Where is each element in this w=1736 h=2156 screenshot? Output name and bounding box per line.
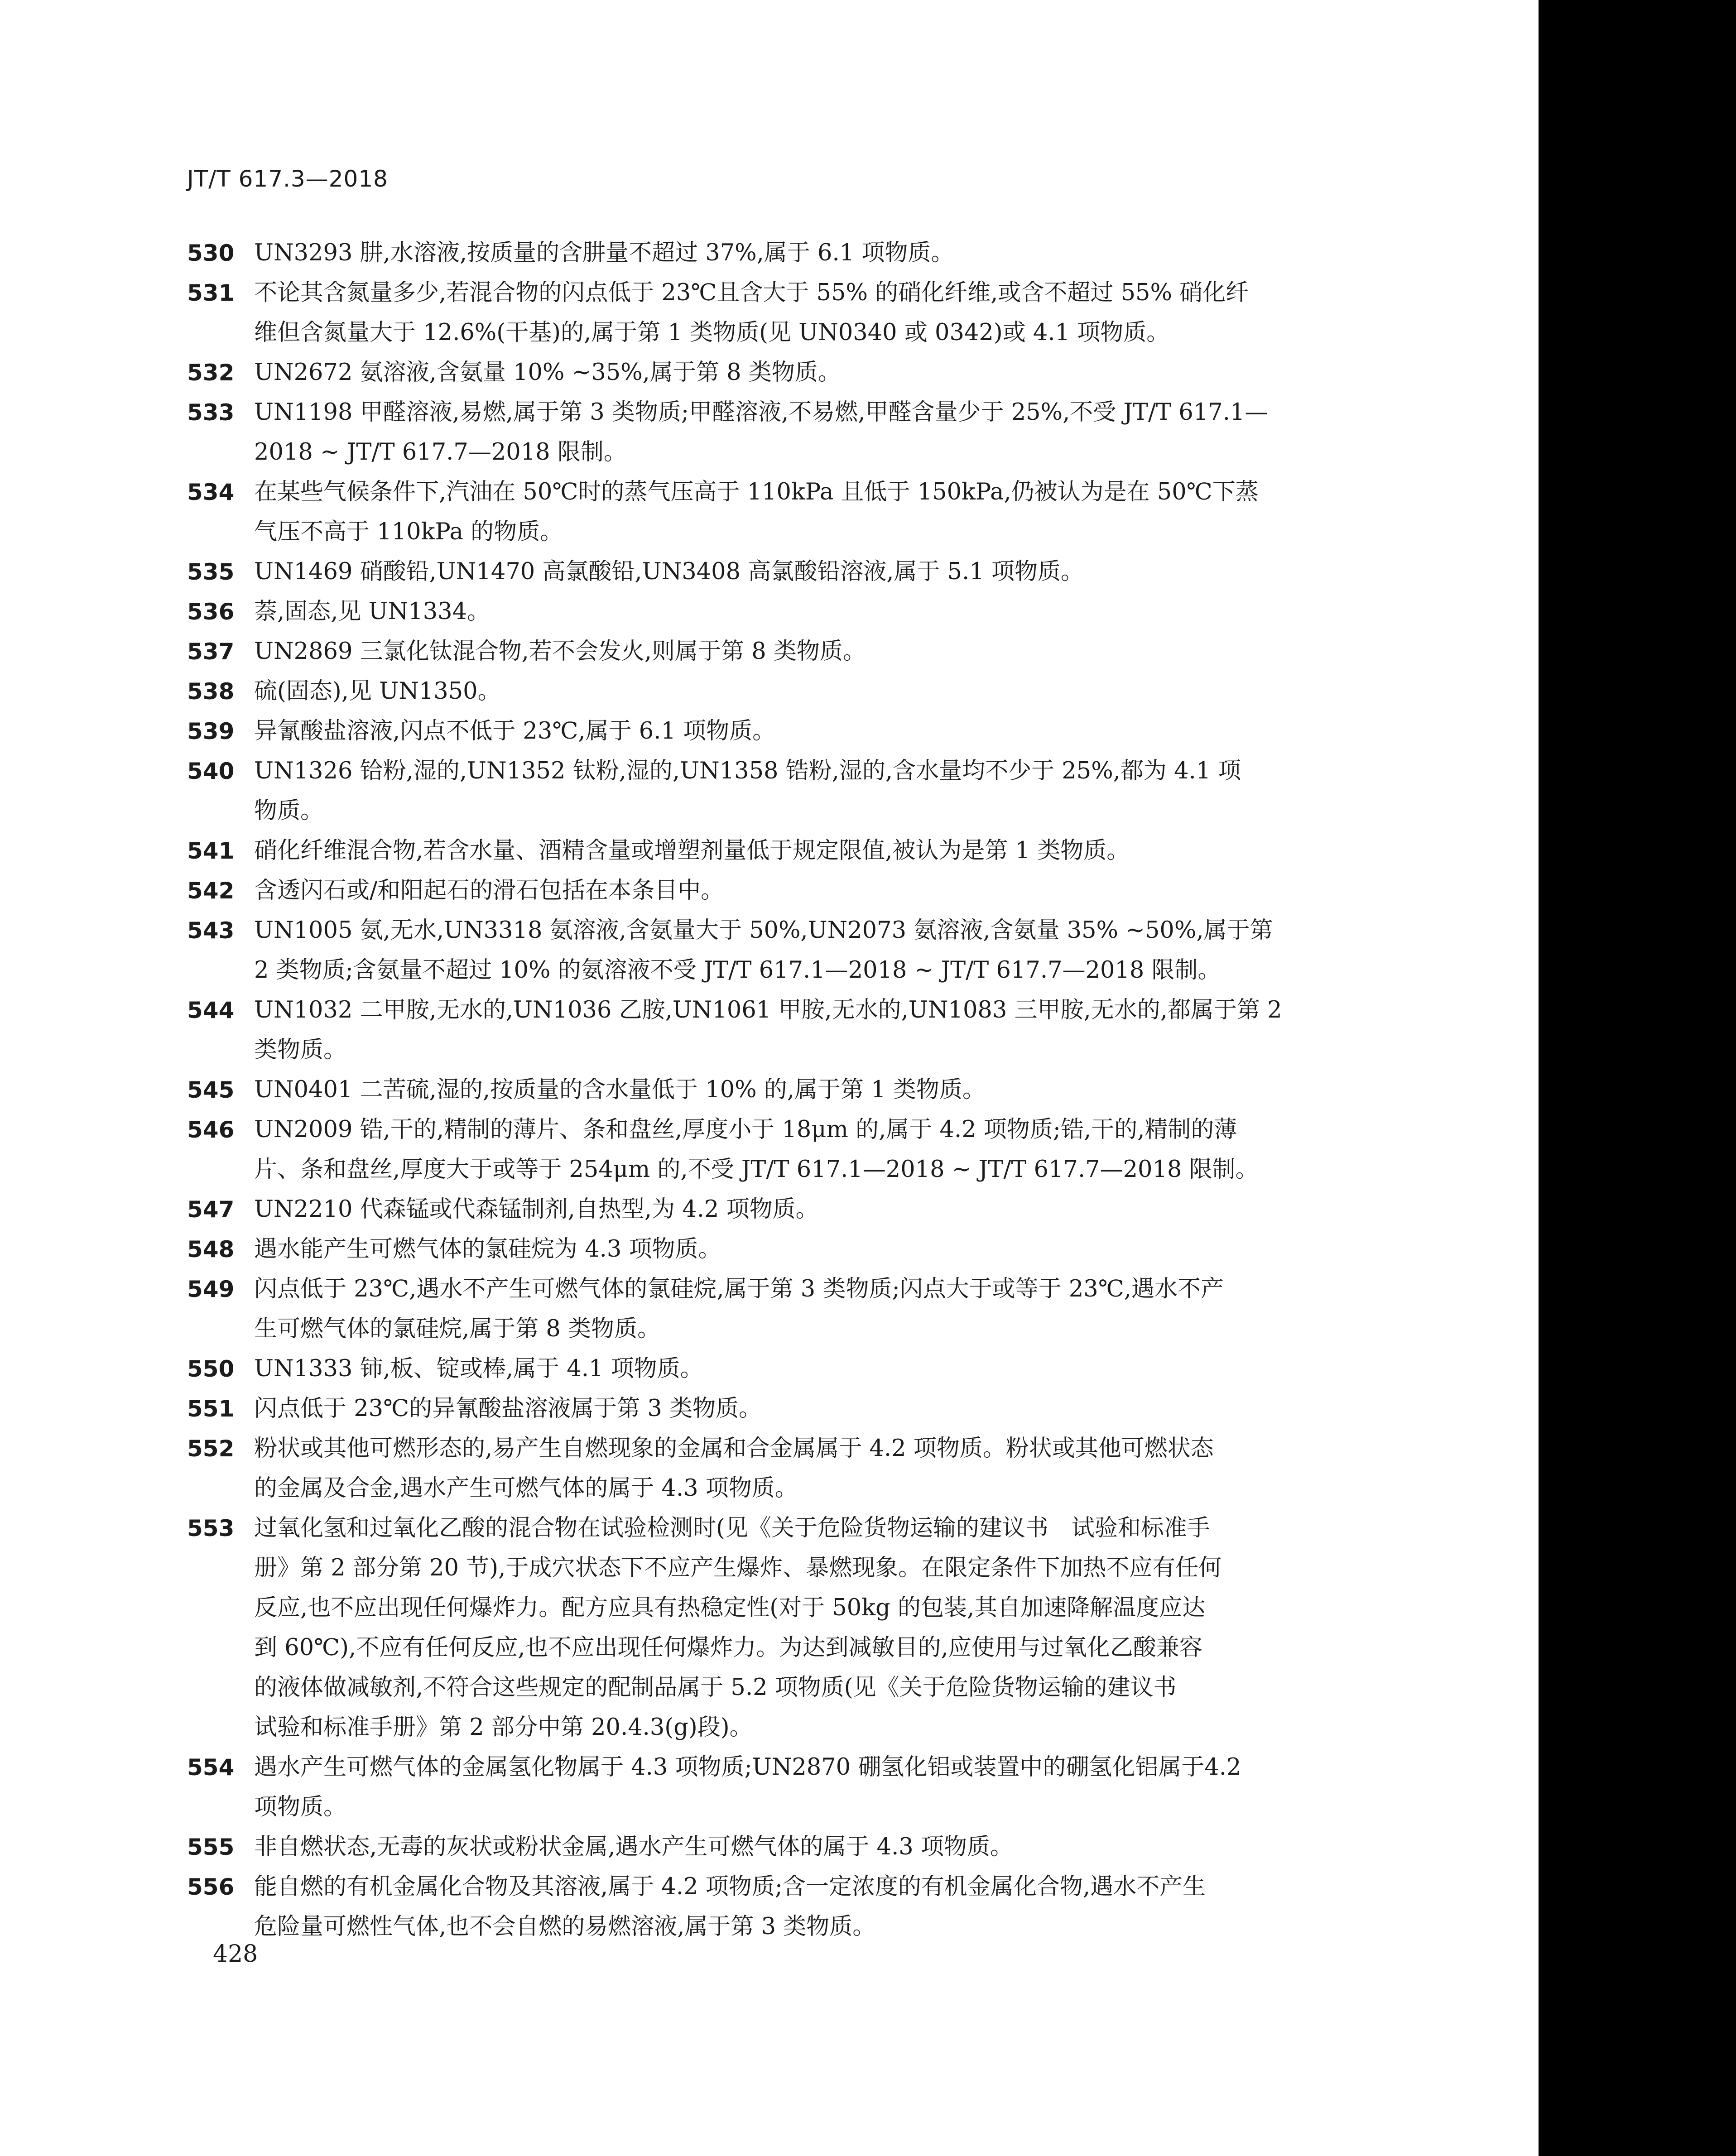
- provision-text-line: 萘,固态,见 UN1334。: [254, 598, 491, 625]
- provision-entry: [187, 1867, 1353, 1947]
- provision-number: 541: [187, 838, 235, 864]
- provision-text-line: 生可燃气体的氯硅烷,属于第 8 类物质。: [254, 1316, 661, 1342]
- provision-number: 549: [187, 1276, 235, 1302]
- provision-number: 538: [187, 678, 235, 705]
- provision-number: 545: [187, 1077, 235, 1103]
- provision-text-line: UN1198 甲醛溶液,易燃,属于第 3 类物质;甲醛溶液,不易燃,甲醛含量少于 25%,不受 JT/T 617.1—: [254, 399, 1268, 426]
- provision-entry: [187, 1110, 1353, 1190]
- provision-number: 535: [187, 559, 235, 585]
- provision-entry: [187, 472, 1353, 552]
- provision-text-line: 非自燃状态,无毒的灰状或粉状金属,遇水产生可燃气体的属于 4.3 项物质。: [254, 1834, 1013, 1860]
- provision-text-line: 气压不高于 110kPa 的物质。: [254, 519, 563, 545]
- provision-text-line: 闪点低于 23℃的异氰酸盐溶液属于第 3 类物质。: [254, 1395, 762, 1422]
- provision-entry: [187, 1508, 1353, 1748]
- provision-text-line: 项物质。: [254, 1794, 347, 1820]
- provision-text-line: UN3293 肼,水溶液,按质量的含肼量不超过 37%,属于 6.1 项物质。: [254, 240, 954, 266]
- provision-number: 552: [187, 1436, 235, 1462]
- provision-text-line: 2018 ~ JT/T 617.7—2018 限制。: [254, 439, 627, 466]
- provision-entry: [187, 273, 1353, 353]
- provision-text-line: UN1469 硝酸铅,UN1470 高氯酸铅,UN3408 高氯酸铅溶液,属于 5.1 项物质。: [254, 558, 1084, 585]
- provision-text-line: 2 类物质;含氨量不超过 10% 的氨溶液不受 JT/T 617.1—2018 ~ JT/T 617.7—2018 限制。: [254, 957, 1221, 984]
- provision-entry: [187, 1748, 1353, 1827]
- provision-entry: [187, 871, 1353, 911]
- page-number: 428: [213, 1940, 258, 1968]
- provision-number: 551: [187, 1396, 235, 1422]
- provision-number: 554: [187, 1754, 235, 1781]
- provision-number: 547: [187, 1196, 235, 1223]
- provision-text-line: 片、条和盘丝,厚度大于或等于 254μm 的,不受 JT/T 617.1—2018 ~ JT/T 617.7—2018 限制。: [254, 1156, 1259, 1183]
- provision-number: 553: [187, 1515, 235, 1541]
- provision-entry: [187, 990, 1353, 1070]
- provision-entry: [187, 353, 1353, 393]
- provision-number: 543: [187, 917, 235, 944]
- provision-entry: [187, 632, 1353, 672]
- provision-entry: [187, 831, 1353, 871]
- provision-text-line: UN2869 三氯化钛混合物,若不会发火,则属于第 8 类物质。: [254, 638, 866, 665]
- provision-text-line: 的液体做减敏剂,不符合这些规定的配制品属于 5.2 项物质(见《关于危险货物运输的建议书: [254, 1674, 1177, 1701]
- provision-entry: [187, 751, 1353, 831]
- provision-text-line: 册》第 2 部分第 20 节),于成穴状态下不应产生爆炸、暴燃现象。在限定条件下加热不应有任何: [254, 1555, 1222, 1581]
- provision-number: 540: [187, 758, 235, 784]
- provision-text-line: 试验和标准手册》第 2 部分中第 20.4.3(g)段)。: [254, 1714, 753, 1741]
- provision-entry: [187, 1827, 1353, 1867]
- provision-text-line: UN2210 代森锰或代森锰制剂,自热型,为 4.2 项物质。: [254, 1196, 819, 1223]
- provision-text-line: 反应,也不应出现任何爆炸力。配方应具有热稳定性(对于 50kg 的包装,其自加速降解温度应达: [254, 1594, 1206, 1621]
- provision-number: 531: [187, 280, 235, 306]
- provision-entry: [187, 233, 1353, 273]
- provision-entry: [187, 1429, 1353, 1508]
- provision-entry: [187, 911, 1353, 990]
- provision-number: 544: [187, 997, 235, 1023]
- provision-entry: [187, 711, 1353, 751]
- provision-number: 548: [187, 1236, 235, 1263]
- provision-text-line: UN1005 氨,无水,UN3318 氨溶液,含氨量大于 50%,UN2073 氨溶液,含氨量 35% ~50%,属于第: [254, 917, 1273, 944]
- provision-number: 536: [187, 599, 235, 625]
- provision-number: 537: [187, 639, 235, 665]
- provision-text-line: 硫(固态),见 UN1350。: [254, 678, 501, 705]
- provision-text-line: 含透闪石或/和阳起石的滑石包括在本条目中。: [254, 877, 724, 904]
- provision-number: 532: [187, 360, 235, 386]
- provision-entry: [187, 1349, 1353, 1389]
- provision-text-line: 硝化纤维混合物,若含水量、酒精含量或增塑剂量低于规定限值,被认为是第 1 类物质。: [254, 837, 1130, 864]
- provision-text-line: 异氰酸盐溶液,闪点不低于 23℃,属于 6.1 项物质。: [254, 718, 776, 744]
- provision-text-line: 类物质。: [254, 1037, 347, 1063]
- provision-entry: [187, 1269, 1353, 1349]
- provision-number: 542: [187, 878, 235, 904]
- provision-number: 539: [187, 718, 235, 744]
- provision-text-line: 的金属及合金,遇水产生可燃气体的属于 4.3 项物质。: [254, 1475, 798, 1502]
- provision-number: 533: [187, 399, 235, 426]
- provision-text-line: 粉状或其他可燃形态的,易产生自燃现象的金属和合金属属于 4.2 项物质。粉状或其他可燃状态: [254, 1435, 1214, 1462]
- provision-number: 556: [187, 1874, 235, 1900]
- provision-text-line: 不论其含氮量多少,若混合物的闪点低于 23℃且含大于 55% 的硝化纤维,或含不超过 55% 硝化纤: [254, 279, 1249, 306]
- provision-entry: [187, 1229, 1353, 1269]
- provision-text-line: UN1326 铪粉,湿的,UN1352 钛粉,湿的,UN1358 锆粉,湿的,含水量均不少于 25%,都为 4.1 项: [254, 758, 1241, 784]
- provision-text-line: 危险量可燃性气体,也不会自燃的易燃溶液,属于第 3 类物质。: [254, 1913, 876, 1940]
- provision-number: 550: [187, 1356, 235, 1382]
- provision-text-line: UN1333 铈,板、锭或棒,属于 4.1 项物质。: [254, 1355, 703, 1382]
- provision-entry: [187, 1389, 1353, 1429]
- provision-text-line: 维但含氮量大于 12.6%(干基)的,属于第 1 类物质(见 UN0340 或 0342)或 4.1 项物质。: [254, 319, 1170, 346]
- provision-number: 530: [187, 240, 235, 266]
- provision-text-line: UN2672 氨溶液,含氨量 10% ~35%,属于第 8 类物质。: [254, 359, 841, 386]
- provision-entry: [187, 1190, 1353, 1229]
- provision-number: 555: [187, 1834, 235, 1860]
- scan-border: [1539, 0, 1736, 2156]
- provision-text-line: 到 60℃),不应有任何反应,也不应出现任何爆炸力。为达到减敏目的,应使用与过氧化乙酸兼容: [254, 1634, 1202, 1661]
- provision-text-line: 闪点低于 23℃,遇水不产生可燃气体的氯硅烷,属于第 3 类物质;闪点大于或等于 23℃,遇水不产: [254, 1276, 1224, 1302]
- provision-text-line: 遇水产生可燃气体的金属氢化物属于 4.3 项物质;UN2870 硼氢化铝或装置中的硼氢化铝属于4.2: [254, 1754, 1241, 1781]
- provision-entry: [187, 592, 1353, 632]
- provision-list: [187, 233, 1353, 1947]
- provision-text-line: 遇水能产生可燃气体的氯硅烷为 4.3 项物质。: [254, 1236, 721, 1263]
- provision-text-line: UN0401 二苦硫,湿的,按质量的含水量低于 10% 的,属于第 1 类物质。: [254, 1076, 986, 1103]
- provision-text-line: 物质。: [254, 797, 324, 824]
- provision-number: 534: [187, 479, 235, 505]
- provision-entry: [187, 672, 1353, 711]
- provision-text-line: 在某些气候条件下,汽油在 50℃时的蒸气压高于 110kPa 且低于 150kPa,仍被认为是在 50℃下蒸: [254, 479, 1259, 505]
- provision-entry: [187, 1070, 1353, 1110]
- provision-text-line: 过氧化氢和过氧化乙酸的混合物在试验检测时(见《关于危险货物运输的建议书 试验和标准手: [254, 1515, 1210, 1541]
- provision-text-line: UN2009 锆,干的,精制的薄片、条和盘丝,厚度小于 18μm 的,属于 4.2 项物质;锆,干的,精制的薄: [254, 1116, 1237, 1143]
- document-header: JT/T 617.3—2018: [187, 166, 388, 192]
- provision-entry: [187, 552, 1353, 592]
- provision-number: 546: [187, 1117, 235, 1143]
- provision-entry: [187, 393, 1353, 472]
- provision-text-line: 能自燃的有机金属化合物及其溶液,属于 4.2 项物质;含一定浓度的有机金属化合物,遇水不产生: [254, 1873, 1206, 1900]
- provision-text-line: UN1032 二甲胺,无水的,UN1036 乙胺,UN1061 甲胺,无水的,UN1083 三甲胺,无水的,都属于第 2: [254, 997, 1282, 1023]
